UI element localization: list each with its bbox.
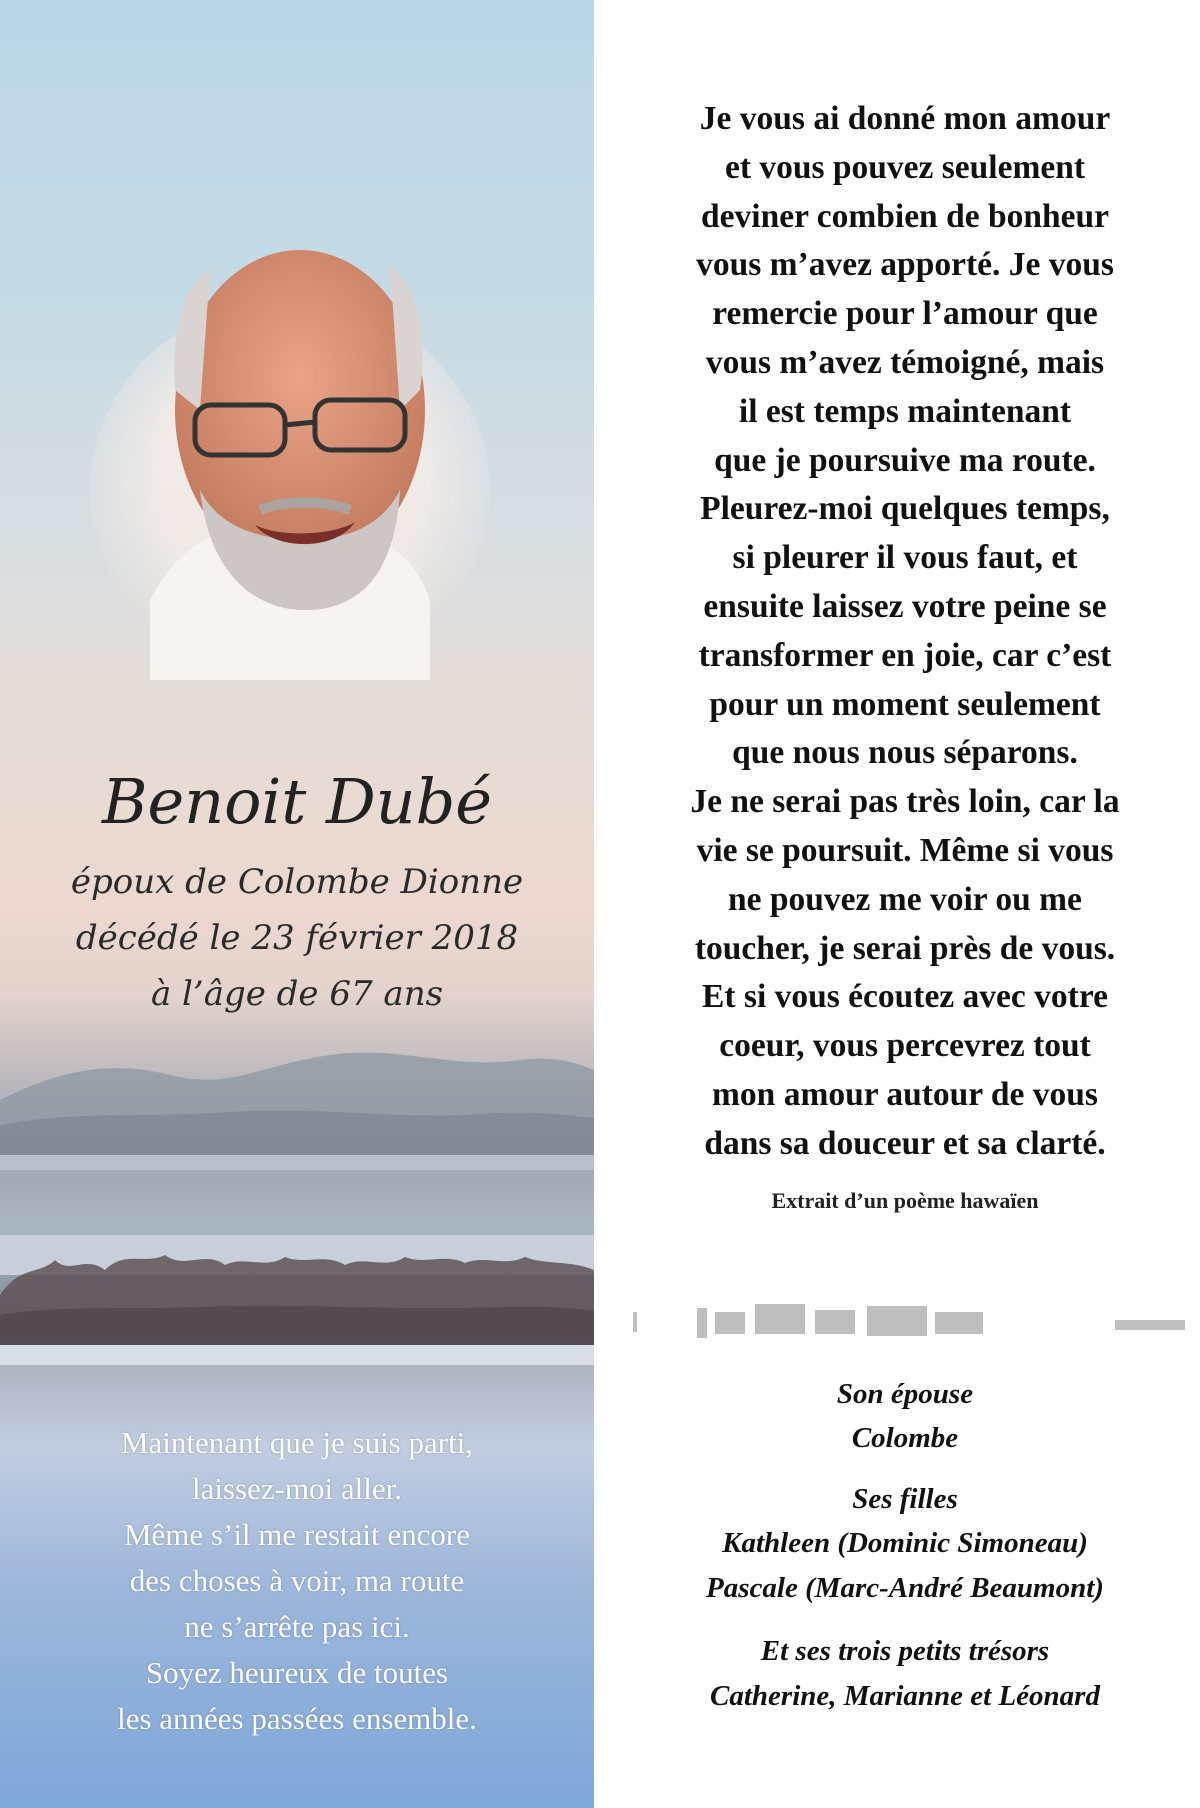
spouse-line: époux de Colombe Dionne	[70, 862, 524, 902]
death-date-line: décédé le 23 février 2018	[75, 918, 519, 958]
poem-source: Extrait d’un poème hawaïen	[771, 1188, 1039, 1213]
poem-line: ne pouvez me voir ou me	[728, 880, 1082, 918]
portrait-photo	[90, 160, 490, 680]
deceased-name: Benoit Dubé	[102, 765, 492, 838]
poem-line: Et si vous écoutez avec votre	[702, 978, 1108, 1016]
poem-line: que je poursuive ma route.	[714, 441, 1096, 479]
poem-line: dans sa douceur et sa clarté.	[704, 1124, 1106, 1162]
poem-line: coeur, vous percevrez tout	[719, 1027, 1091, 1065]
poem-line: Soyez heureux de toutes	[145, 1655, 449, 1690]
poem-line: que nous nous séparons.	[732, 734, 1078, 772]
poem-line: deviner combien de bonheur	[701, 197, 1109, 235]
poem-line: vous m’avez apporté. Je vous	[696, 246, 1114, 284]
poem-line: Même s’il me restait encore	[123, 1517, 471, 1552]
memorial-photo-panel	[0, 0, 594, 1808]
poem-line: mon amour autour de vous	[712, 1075, 1098, 1113]
right-poem	[610, 95, 1200, 1169]
poem-line: Je vous ai donné mon amour	[699, 100, 1111, 137]
grandchildren-title: Et ses trois petits trésors	[760, 1635, 1050, 1667]
mountain-landscape	[0, 1030, 594, 1170]
poem-line: Maintenant que je suis parti,	[120, 1425, 474, 1460]
poem-line: et vous pouvez seulement	[724, 148, 1086, 186]
poem-line: vie se poursuit. Même si vous	[696, 831, 1114, 869]
grandchildren-names: Catherine, Marianne et Léonard	[710, 1680, 1100, 1712]
left-poem	[0, 1420, 594, 1742]
poem-line: ensuite laissez votre peine se	[703, 587, 1107, 625]
poem-line: transformer en joie, car c’est	[698, 636, 1112, 674]
daughter-1: Kathleen (Dominic Simoneau)	[722, 1527, 1088, 1559]
tree-line	[0, 1235, 594, 1365]
poem-line: toucher, je serai près de vous.	[694, 929, 1116, 967]
poem-line: il est temps maintenant	[738, 392, 1072, 430]
poem-line: des choses à voir, ma route	[129, 1563, 465, 1598]
redacted-smudge	[605, 1290, 1200, 1350]
spouse-name: Colombe	[851, 1422, 959, 1454]
spouse-title: Son épouse	[836, 1378, 974, 1410]
daughter-2: Pascale (Marc-André Beaumont)	[706, 1572, 1104, 1604]
poem-line: remercie pour l’amour que	[712, 295, 1098, 333]
poem-line: ne s’arrête pas ici.	[184, 1609, 410, 1644]
poem-line: laissez-moi aller.	[191, 1471, 403, 1506]
daughters-title: Ses filles	[852, 1483, 958, 1515]
poem-line: vous m’avez témoigné, mais	[705, 343, 1105, 381]
poem-line: si pleurer il vous faut, et	[732, 539, 1078, 577]
poem-line: Pleurez-moi quelques temps,	[700, 490, 1110, 528]
age-line: à l’âge de 67 ans	[150, 974, 444, 1014]
poem-line: pour un moment seulement	[709, 685, 1101, 723]
poem-line: Je ne serai pas très loin, car la	[690, 783, 1120, 821]
poem-line: les années passées ensemble.	[117, 1701, 477, 1736]
